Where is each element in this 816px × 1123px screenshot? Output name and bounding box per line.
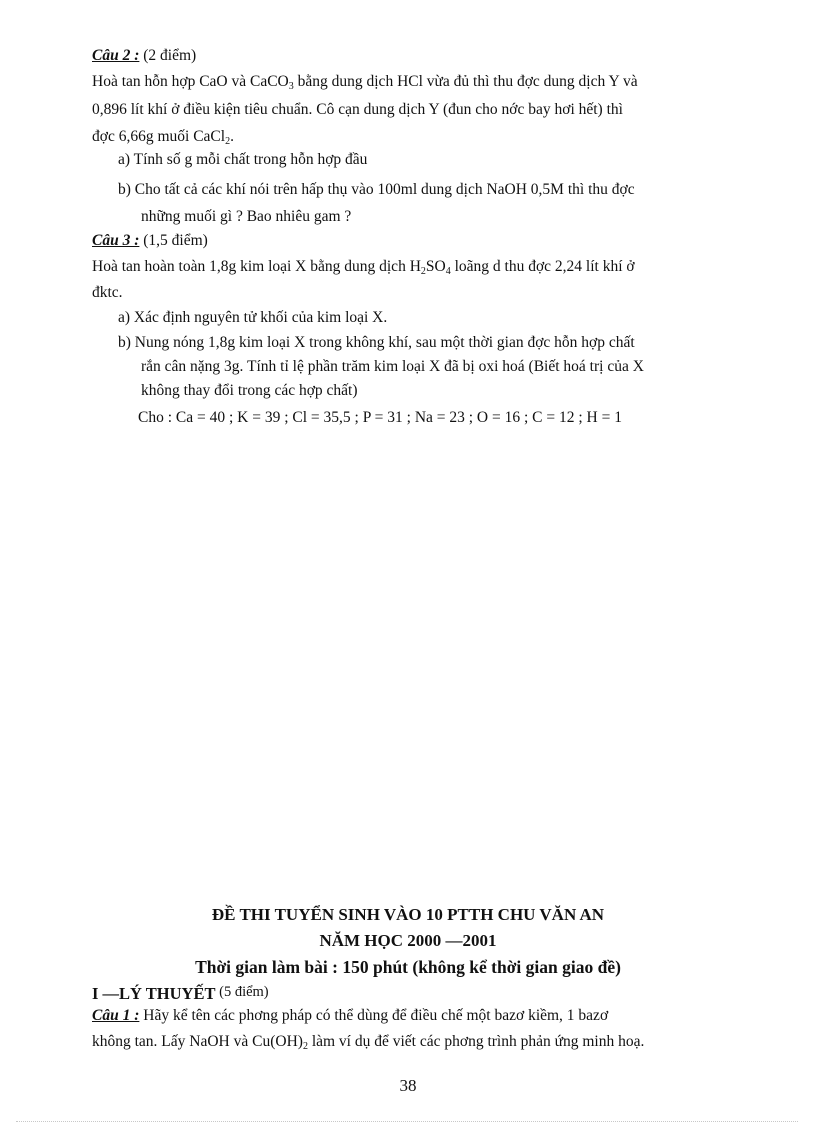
question-3-part-a: a) Xác định nguyên tử khối của kim loại X.: [118, 309, 388, 326]
exam-year: NĂM HỌC 2000 —2001: [319, 931, 497, 950]
question-3-part-b-cont: rắn cân nặng 3g. Tính tỉ lệ phần trăm kim loại X đã bị oxi hoá (Biết hoá trị của X: [141, 358, 644, 375]
question-2-part-b: b) Cho tất cả các khí nói trên hấp thụ vào 100ml dung dịch NaOH 0,5M thì thu đợc: [118, 181, 635, 198]
question-2-text-line: 0,896 lít khí ở điều kiện tiêu chuẩn. Cô cạn dung dịch Y (đun cho nớc bay hơi hết) thì: [92, 101, 623, 118]
question-1-text-line: không tan. Lấy NaOH và $Cu(OH)_2$ làm ví dụ để viết các phơng trình phản ứng minh hoạ.: [92, 1033, 645, 1052]
exam-title: ĐỀ THI TUYỂN SINH VÀO 10 PTTH CHU VĂN AN: [211, 905, 605, 924]
exam-duration: Thời gian làm bài : 150 phút (không kể thời gian giao đề): [195, 957, 621, 977]
question-2-text-line: đợc 6,66g muối CaCl$_2$.: [92, 128, 234, 147]
section-heading: I —LÝ THUYẾT (5 điểm): [92, 984, 269, 1003]
question-3-part-b-cont: không thay đổi trong các hợp chất): [141, 382, 358, 399]
question-2-part-b-cont: những muối gì ? Bao nhiêu gam ?: [141, 208, 352, 225]
question-3-part-b: b) Nung nóng 1,8g kim loại X trong không khí, sau một thời gian đợc hỗn hợp chất: [118, 334, 635, 351]
page-number: 38: [399, 1076, 417, 1095]
atomic-masses-given: Cho : Ca = 40 ; K = 39 ; Cl = 35,5 ; P = 31 ; Na = 23 ; O = 16 ; C = 12 ; H = 1: [138, 409, 622, 426]
question-2-points: (2 điểm): [139, 47, 197, 64]
question-2-heading: [92, 46, 196, 66]
question-3-text-line: Hoà tan hoàn toàn 1,8g kim loại X bằng dung dịch $H_2SO_4$ loãng d thu đợc 2,24 lít khí ở: [92, 258, 635, 277]
question-2-text-line: Hoà tan hỗn hợp CaO và CaCO$_3$ bằng dung dịch HCl vừa đủ thì thu đợc dung dịch Y và: [92, 73, 638, 92]
question-3-label: Câu 3 :: [92, 232, 140, 249]
question-2-label: Câu 2 :: [92, 47, 140, 64]
question-3-points: (1,5 điểm): [139, 232, 208, 249]
question-3-heading: [92, 231, 208, 251]
question-2-part-a: a) Tính số g mỗi chất trong hỗn hợp đầu: [118, 151, 368, 168]
question-3-text-line: đktc.: [92, 284, 123, 301]
question-1-text-line: Câu 1 : Hãy kể tên các phơng pháp có thể dùng để điều chế một bazơ kiềm, 1 bazơ: [92, 1007, 609, 1024]
question-1-label: Câu 1 :: [92, 1007, 140, 1024]
